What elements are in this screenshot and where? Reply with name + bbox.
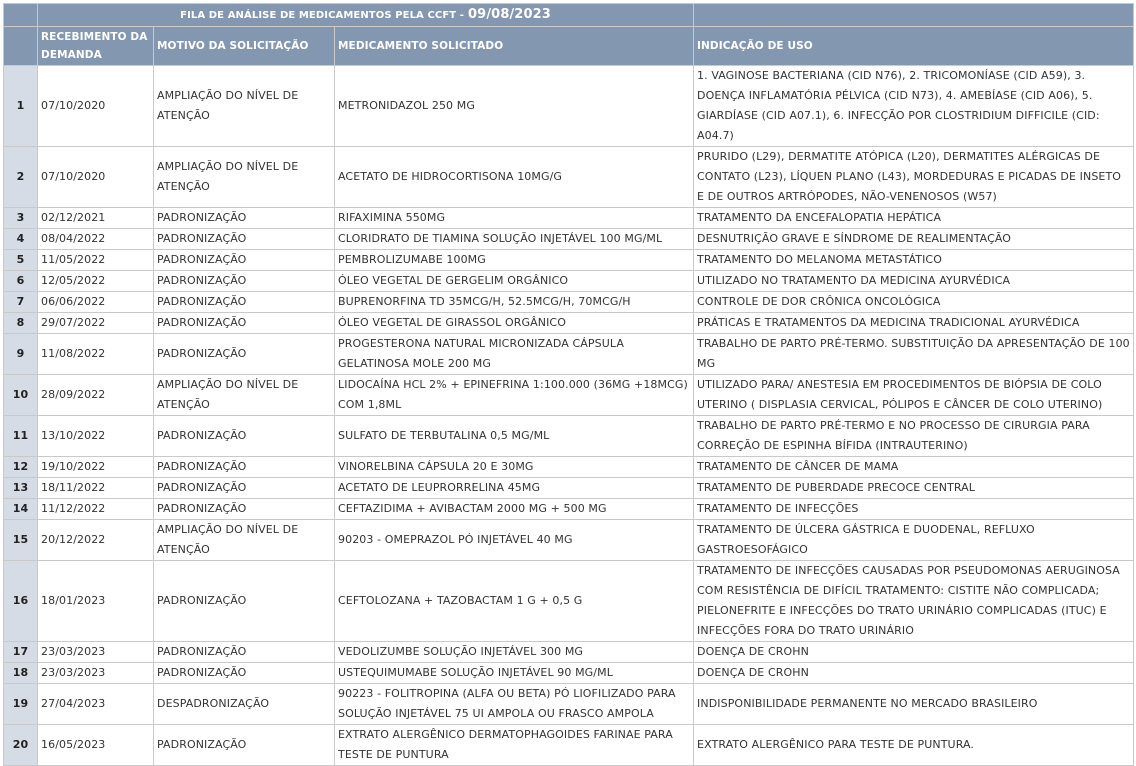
row-medication: USTEQUIMUMABE SOLUÇÃO INJETÁVEL 90 MG/ML: [335, 663, 694, 684]
row-reason: PADRONIZAÇÃO: [154, 561, 335, 642]
table-row: [4, 313, 1134, 334]
row-number: 19: [4, 684, 38, 725]
table-row: [4, 663, 1134, 684]
row-date: 28/09/2022: [38, 375, 154, 416]
row-reason: AMPLIAÇÃO DO NÍVEL DE ATENÇÃO: [154, 66, 335, 147]
row-reason: PADRONIZAÇÃO: [154, 663, 335, 684]
row-number: 17: [4, 642, 38, 663]
row-medication: BUPRENORFINA TD 35MCG/H, 52.5MCG/H, 70MCG/H: [335, 292, 694, 313]
row-number: 10: [4, 375, 38, 416]
row-number: 1: [4, 66, 38, 147]
row-indication: TRATAMENTO DA ENCEFALOPATIA HEPÁTICA: [694, 208, 1134, 229]
row-indication: UTILIZADO PARA/ ANESTESIA EM PROCEDIMENTOS DE BIÓPSIA DE COLO UTERINO ( DISPLASIA CERVICAL, PÓLIPOS E CÂNCER DE COLO UTERINO): [694, 375, 1134, 416]
table-title: [38, 4, 694, 27]
table-row: [4, 478, 1134, 499]
table-row: [4, 375, 1134, 416]
row-date: 23/03/2023: [38, 642, 154, 663]
header-indication: INDICAÇÃO DE USO: [694, 27, 1134, 66]
row-number: 16: [4, 561, 38, 642]
row-number: 11: [4, 416, 38, 457]
row-date: 16/05/2023: [38, 725, 154, 766]
row-number: 14: [4, 499, 38, 520]
row-reason: PADRONIZAÇÃO: [154, 313, 335, 334]
row-date: 11/08/2022: [38, 334, 154, 375]
row-indication: DOENÇA DE CROHN: [694, 642, 1134, 663]
row-medication: CEFTOLOZANA + TAZOBACTAM 1 G + 0,5 G: [335, 561, 694, 642]
row-indication: DESNUTRIÇÃO GRAVE E SÍNDROME DE REALIMENTAÇÃO: [694, 229, 1134, 250]
row-number: 7: [4, 292, 38, 313]
row-reason: PADRONIZAÇÃO: [154, 208, 335, 229]
row-indication: TRATAMENTO DE INFECÇÕES CAUSADAS POR PSEUDOMONAS AERUGINOSA COM RESISTÊNCIA DE DIFÍCIL TRATAMENTO: CISTITE NÃO COMPLICADA; PIELONEFRITE E INFECÇÕES DO TRATO URINÁRIO COMPLICADAS (ITUC) E INFECÇÕES FORA DO TRATO URINÁRIO: [694, 561, 1134, 642]
row-indication: TRATAMENTO DO MELANOMA METASTÁTICO: [694, 250, 1134, 271]
row-date: 19/10/2022: [38, 457, 154, 478]
row-reason: PADRONIZAÇÃO: [154, 725, 335, 766]
table-row: [4, 208, 1134, 229]
row-date: 07/10/2020: [38, 66, 154, 147]
table-row: [4, 271, 1134, 292]
row-medication: PROGESTERONA NATURAL MICRONIZADA CÁPSULA GELATINOSA MOLE 200 MG: [335, 334, 694, 375]
table-row: [4, 334, 1134, 375]
row-date: 29/07/2022: [38, 313, 154, 334]
medication-queue-table-container: [3, 3, 1133, 766]
header-medication: MEDICAMENTO SOLICITADO: [335, 27, 694, 66]
row-medication: RIFAXIMINA 550MG: [335, 208, 694, 229]
table-row: [4, 66, 1134, 147]
row-reason: PADRONIZAÇÃO: [154, 229, 335, 250]
row-indication: PRÁTICAS E TRATAMENTOS DA MEDICINA TRADICIONAL AYURVÉDICA: [694, 313, 1134, 334]
row-reason: PADRONIZAÇÃO: [154, 416, 335, 457]
table-row: [4, 499, 1134, 520]
row-number: 20: [4, 725, 38, 766]
row-indication: 1. VAGINOSE BACTERIANA (CID N76), 2. TRICOMONÍASE (CID A59), 3. DOENÇA INFLAMATÓRIA PÉLVICA (CID N73), 4. AMEBÍASE (CID A06), 5. GIARDÍASE (CID A07.1), 6. INFECÇÃO POR CLOSTRIDIUM DIFFICILE (CID: A04.7): [694, 66, 1134, 147]
row-indication: TRATAMENTO DE PUBERDADE PRECOCE CENTRAL: [694, 478, 1134, 499]
row-indication: TRATAMENTO DE CÂNCER DE MAMA: [694, 457, 1134, 478]
header-reason: MOTIVO DA SOLICITAÇÃO: [154, 27, 335, 66]
row-number: 5: [4, 250, 38, 271]
row-reason: PADRONIZAÇÃO: [154, 271, 335, 292]
title-empty-cell: [694, 4, 1134, 27]
row-medication: PEMBROLIZUMABE 100MG: [335, 250, 694, 271]
row-number: 15: [4, 520, 38, 561]
row-date: 23/03/2023: [38, 663, 154, 684]
table-row: [4, 250, 1134, 271]
row-date: 20/12/2022: [38, 520, 154, 561]
title-corner-cell: [4, 4, 38, 27]
row-date: 27/04/2023: [38, 684, 154, 725]
table-row: [4, 725, 1134, 766]
row-reason: PADRONIZAÇÃO: [154, 478, 335, 499]
row-medication: ACETATO DE LEUPRORRELINA 45MG: [335, 478, 694, 499]
table-title-date: 09/08/2023: [468, 6, 551, 22]
row-medication: ÓLEO VEGETAL DE GERGELIM ORGÂNICO: [335, 271, 694, 292]
table-title-prefix: FILA DE ANÁLISE DE MEDICAMENTOS PELA CCFT -: [180, 9, 465, 21]
table-row: [4, 147, 1134, 208]
row-indication: TRABALHO DE PARTO PRÉ-TERMO. SUBSTITUIÇÃO DA APRESENTAÇÃO DE 100 MG: [694, 334, 1134, 375]
row-reason: PADRONIZAÇÃO: [154, 642, 335, 663]
row-indication: EXTRATO ALERGÊNICO PARA TESTE DE PUNTURA.: [694, 725, 1134, 766]
row-reason: PADRONIZAÇÃO: [154, 292, 335, 313]
table-row: [4, 642, 1134, 663]
row-date: 02/12/2021: [38, 208, 154, 229]
row-indication: INDISPONIBILIDADE PERMANENTE NO MERCADO BRASILEIRO: [694, 684, 1134, 725]
row-medication: 90203 - OMEPRAZOL PÓ INJETÁVEL 40 MG: [335, 520, 694, 561]
row-date: 13/10/2022: [38, 416, 154, 457]
row-medication: METRONIDAZOL 250 MG: [335, 66, 694, 147]
row-medication: LIDOCAÍNA HCL 2% + EPINEFRINA 1:100.000 (36MG +18MCG) COM 1,8ML: [335, 375, 694, 416]
row-date: 08/04/2022: [38, 229, 154, 250]
row-reason: AMPLIAÇÃO DO NÍVEL DE ATENÇÃO: [154, 147, 335, 208]
table-row: [4, 520, 1134, 561]
table-title-row: [4, 4, 1134, 27]
row-medication: CLORIDRATO DE TIAMINA SOLUÇÃO INJETÁVEL 100 MG/ML: [335, 229, 694, 250]
row-reason: PADRONIZAÇÃO: [154, 250, 335, 271]
row-indication: TRABALHO DE PARTO PRÉ-TERMO E NO PROCESSO DE CIRURGIA PARA CORREÇÃO DE ESPINHA BÍFIDA (INTRAUTERINO): [694, 416, 1134, 457]
row-number: 9: [4, 334, 38, 375]
row-date: 11/12/2022: [38, 499, 154, 520]
row-date: 07/10/2020: [38, 147, 154, 208]
row-number: 12: [4, 457, 38, 478]
row-indication: TRATAMENTO DE INFECÇÕES: [694, 499, 1134, 520]
row-number: 6: [4, 271, 38, 292]
row-medication: VEDOLIZUMBE SOLUÇÃO INJETÁVEL 300 MG: [335, 642, 694, 663]
table-row: [4, 457, 1134, 478]
header-received: RECEBIMENTO DA DEMANDA: [38, 27, 154, 66]
table-row: [4, 416, 1134, 457]
row-date: 12/05/2022: [38, 271, 154, 292]
row-medication: ÓLEO VEGETAL DE GIRASSOL ORGÂNICO: [335, 313, 694, 334]
row-date: 18/01/2023: [38, 561, 154, 642]
row-reason: PADRONIZAÇÃO: [154, 499, 335, 520]
table-body: [4, 66, 1134, 766]
row-number: 13: [4, 478, 38, 499]
row-date: 18/11/2022: [38, 478, 154, 499]
medication-queue-table: [3, 3, 1134, 766]
row-indication: CONTROLE DE DOR CRÔNICA ONCOLÓGICA: [694, 292, 1134, 313]
table-row: [4, 292, 1134, 313]
row-reason: AMPLIAÇÃO DO NÍVEL DE ATENÇÃO: [154, 520, 335, 561]
row-reason: PADRONIZAÇÃO: [154, 334, 335, 375]
row-date: 11/05/2022: [38, 250, 154, 271]
table-row: [4, 684, 1134, 725]
row-medication: VINORELBINA CÁPSULA 20 E 30MG: [335, 457, 694, 478]
row-medication: ACETATO DE HIDROCORTISONA 10MG/G: [335, 147, 694, 208]
table-header-row: [4, 27, 1134, 66]
row-indication: UTILIZADO NO TRATAMENTO DA MEDICINA AYURVÉDICA: [694, 271, 1134, 292]
row-number: 18: [4, 663, 38, 684]
row-date: 06/06/2022: [38, 292, 154, 313]
row-reason: AMPLIAÇÃO DO NÍVEL DE ATENÇÃO: [154, 375, 335, 416]
table-row: [4, 229, 1134, 250]
row-reason: PADRONIZAÇÃO: [154, 457, 335, 478]
row-indication: DOENÇA DE CROHN: [694, 663, 1134, 684]
table-row: [4, 561, 1134, 642]
row-medication: EXTRATO ALERGÊNICO DERMATOPHAGOIDES FARINAE PARA TESTE DE PUNTURA: [335, 725, 694, 766]
header-number-cell: [4, 27, 38, 66]
row-number: 2: [4, 147, 38, 208]
row-indication: TRATAMENTO DE ÚLCERA GÁSTRICA E DUODENAL, REFLUXO GASTROESOFÁGICO: [694, 520, 1134, 561]
row-medication: SULFATO DE TERBUTALINA 0,5 MG/ML: [335, 416, 694, 457]
row-medication: CEFTAZIDIMA + AVIBACTAM 2000 MG + 500 MG: [335, 499, 694, 520]
row-medication: 90223 - FOLITROPINA (ALFA OU BETA) PÓ LIOFILIZADO PARA SOLUÇÃO INJETÁVEL 75 UI AMPOLA OU FRASCO AMPOLA: [335, 684, 694, 725]
row-indication: PRURIDO (L29), DERMATITE ATÓPICA (L20), DERMATITES ALÉRGICAS DE CONTATO (L23), LÍQUEN PLANO (L43), MORDEDURAS E PICADAS DE INSETO E DE OUTROS ARTRÓPODES, NÃO-VENENOSOS (W57): [694, 147, 1134, 208]
row-number: 3: [4, 208, 38, 229]
row-number: 4: [4, 229, 38, 250]
row-number: 8: [4, 313, 38, 334]
row-reason: DESPADRONIZAÇÃO: [154, 684, 335, 725]
